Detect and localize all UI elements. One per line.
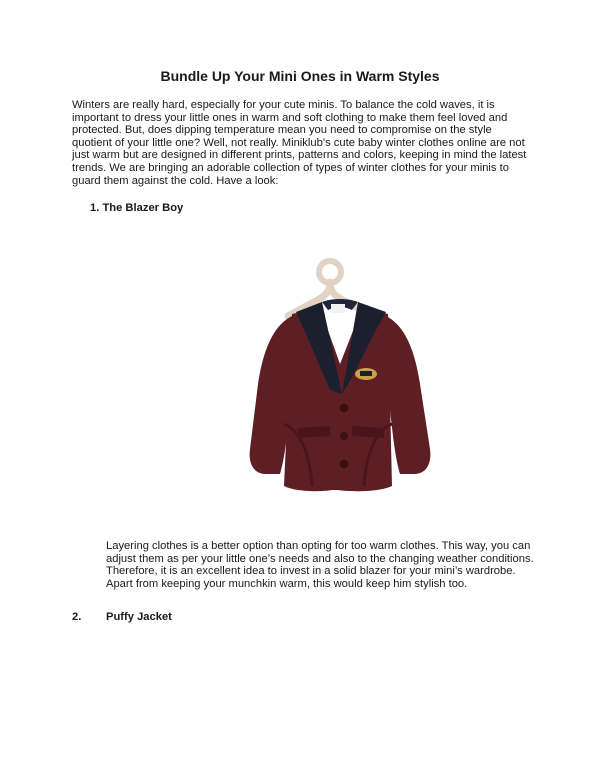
section-heading-puffy [72,611,172,623]
section-heading-text: Puffy Jacket [106,611,172,623]
blazer-paragraph: Layering clothes is a better option than opting for too warm clothes. This way, you can adjust them as per your little one’s needs and also to the changing weather conditions. Therefore, it is an excellent idea to invest in a solid blazer for your mini’s wardrobe. Apart from keeping your munchkin warm, this would keep him stylish too. [106,540,534,590]
section-heading-blazer: 1. The Blazer Boy [90,202,184,214]
blazer-photo [180,224,500,532]
intro-paragraph: Winters are really hard, especially for your cute minis. To balance the cold waves, it is important to dress your little ones in warm and soft clothing to make them feel loved and protected. But, does dipping temperature mean you need to compromise on the style quotient of your little one? Well, not really. Miniklub’s cute baby winter clothes online are not just warm but are designed in different prints, patterns and colors, keeping in mind the latest trends. We are bringing an adorable collection of types of winter clothes for your minis to guard them against the cold. Have a look: [72,99,527,187]
badge-emblem-icon [355,368,377,380]
puffy-jacket-photo [180,636,500,776]
page-title: Bundle Up Your Mini Ones in Warm Styles [160,68,440,84]
section-number: 2. [72,611,82,623]
